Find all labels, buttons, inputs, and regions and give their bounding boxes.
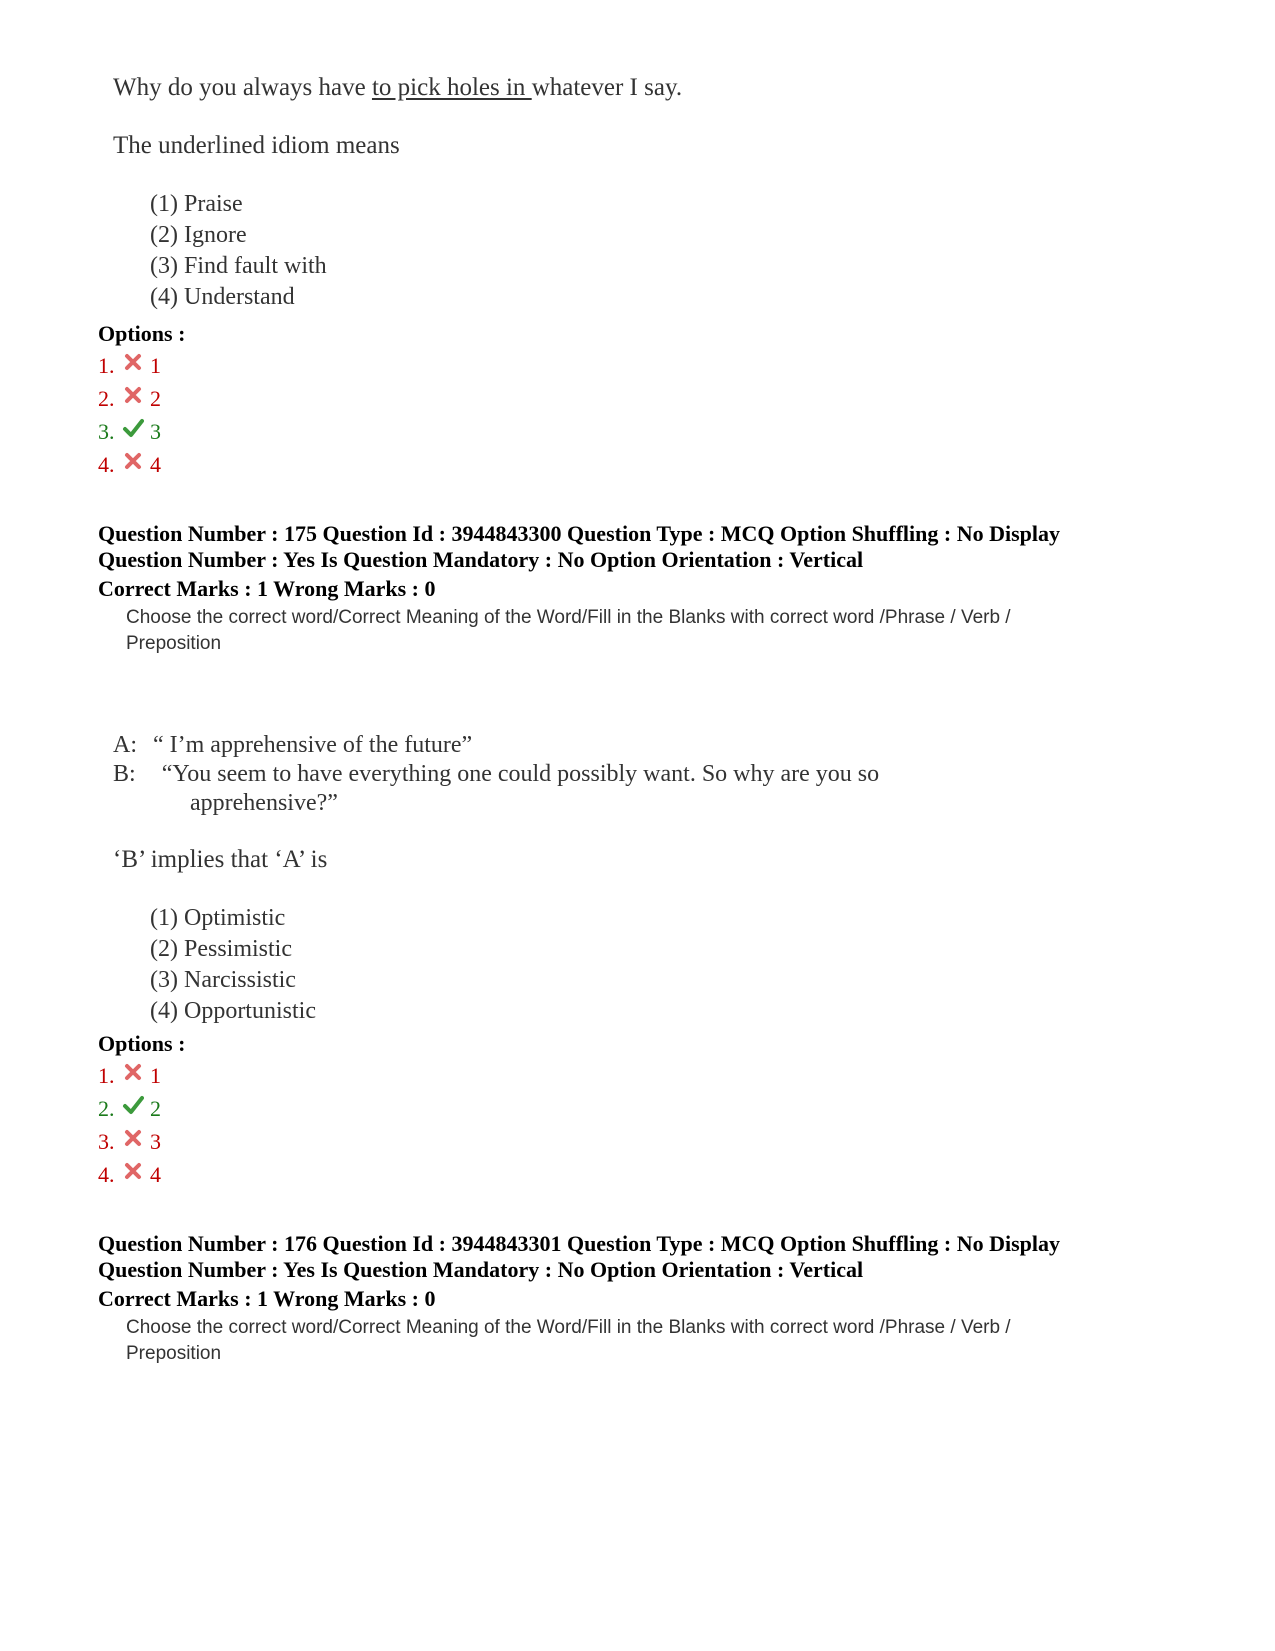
choice-item: (1) Praise — [150, 191, 243, 217]
choice-item: (3) Find fault with — [150, 253, 327, 279]
choice-item: (2) Pessimistic — [150, 936, 292, 962]
question-marks-175: Correct Marks : 1 Wrong Marks : 0 — [98, 576, 436, 601]
answer-option-correct: 2. 2 — [98, 1096, 161, 1121]
answer-option: 4. 4 — [98, 452, 161, 477]
answer-option: 3. 3 — [98, 1129, 161, 1154]
cross-icon — [122, 351, 144, 373]
question-stem-sentence: Why do you always have to pick holes in whatever I say. — [113, 74, 683, 101]
answer-option: 2. 2 — [98, 386, 161, 411]
question-meta-175: Question Number : 175 Question Id : 3944843300 Question Type : MCQ Option Shuffling : No Display Question Number : Yes Is Question Mandatory : No Option Orientation : Vertical — [98, 521, 1061, 572]
answer-option: 4. 4 — [98, 1162, 161, 1187]
choice-item: (1) Optimistic — [150, 905, 286, 931]
question-marks-176: Correct Marks : 1 Wrong Marks : 0 — [98, 1286, 436, 1311]
cross-icon — [122, 1061, 144, 1083]
question-instruction-176: Choose the correct word/Correct Meaning of the Word/Fill in the Blanks with correct word /Phrase / Verb / Preposition — [126, 1317, 1011, 1364]
underlined-idiom: to pick holes in — [371, 74, 532, 101]
choice-item: (4) Understand — [150, 284, 295, 310]
cross-icon — [122, 450, 144, 472]
options-label: Options : — [98, 321, 186, 346]
check-icon — [122, 417, 144, 439]
answer-option-correct: 3. 3 — [98, 419, 161, 444]
choice-list — [150, 903, 316, 1027]
dialog-b-continued: apprehensive?” — [190, 790, 338, 816]
question-instruction-175: Choose the correct word/Correct Meaning of the Word/Fill in the Blanks with correct word /Phrase / Verb / Preposition — [126, 607, 1011, 654]
question-meta-176: Question Number : 176 Question Id : 3944843301 Question Type : MCQ Option Shuffling : No Display Question Number : Yes Is Question Mandatory : No Option Orientation : Vertical — [98, 1231, 1061, 1282]
choice-item: (2) Ignore — [150, 222, 247, 248]
question-prompt: ‘B’ implies that ‘A’ is — [113, 846, 328, 873]
cross-icon — [122, 1160, 144, 1182]
answer-option: 1. 1 — [98, 1063, 161, 1088]
dialog-a: A: “ I’m apprehensive of the future” — [113, 732, 473, 758]
cross-icon — [122, 384, 144, 406]
cross-icon — [122, 1127, 144, 1149]
answer-option: 1. 1 — [98, 353, 161, 378]
options-label: Options : — [98, 1031, 186, 1056]
choice-item: (4) Opportunistic — [150, 998, 316, 1024]
question-prompt: The underlined idiom means — [113, 132, 400, 159]
check-icon — [122, 1094, 144, 1116]
choice-list — [150, 189, 327, 313]
choice-item: (3) Narcissistic — [150, 967, 296, 993]
dialog-b: B: “You seem to have everything one could possibly want. So why are you so — [113, 761, 880, 787]
